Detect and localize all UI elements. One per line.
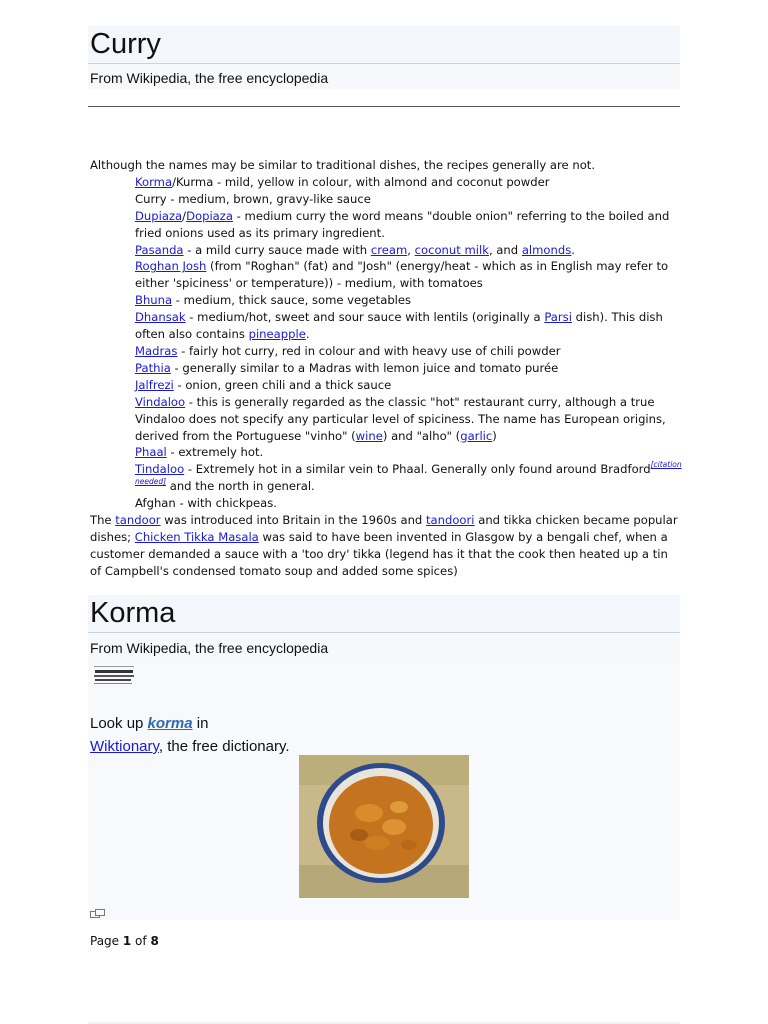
list-item-text: - a mild curry sauce made with (183, 242, 371, 257)
korma-wiktionary-link[interactable]: korma (147, 715, 193, 732)
korma-dish-photo (299, 755, 469, 898)
list-item-text: ) and "alho" ( (382, 428, 461, 443)
list-item (90, 444, 682, 461)
korma-title-band (88, 595, 680, 633)
list-item-text: - this is generally regarded as the classic "hot" restaurant curry, although a true Vindaloo does not specify any particular level of spiciness. The name has European origins, derived from the Portuguese "vinho" ( (135, 394, 666, 443)
list-item-text: ) (492, 428, 497, 443)
list-item (90, 360, 682, 377)
wiktionary-logo-icon (92, 665, 138, 687)
lookup-text: in (192, 715, 209, 732)
list-item-text: , and (488, 242, 522, 257)
list-item (90, 343, 682, 360)
lookup-line (90, 715, 208, 732)
madras-link[interactable]: Madras (135, 343, 178, 358)
coconut-milk-link[interactable]: coconut milk (414, 242, 489, 257)
page-counter-text: of (131, 934, 151, 948)
list-item-text: . (571, 242, 575, 257)
page-number: 1 (122, 934, 132, 948)
image-enlarge-icon[interactable] (90, 909, 106, 919)
list-item-text: / (182, 208, 187, 223)
list-item-text: - extremely hot. (166, 445, 264, 460)
page-counter (90, 934, 159, 948)
roghan-josh-link[interactable]: Roghan Josh (135, 259, 207, 274)
list-item-text: - medium/hot, sweet and sour sauce with lentils (originally a (185, 310, 545, 325)
vindaloo-link[interactable]: Vindaloo (135, 394, 186, 409)
pineapple-link[interactable]: pineapple (248, 327, 306, 342)
curry-subtitle-band (88, 64, 680, 89)
cream-link[interactable]: cream (370, 242, 408, 257)
list-item (90, 292, 682, 309)
list-item-text: - Extremely hot in a similar vein to Phaal. Generally only found around Bradford (184, 462, 651, 477)
list-item (90, 309, 682, 343)
page-title: Curry (90, 28, 161, 60)
list-item (90, 461, 682, 495)
chicken-tikka-masala-link[interactable]: Chicken Tikka Masala (134, 529, 259, 544)
list-item: Curry - medium, brown, gravy-like sauce (135, 191, 371, 206)
paragraph-text: was said to have been invented in Glasgow by a bengali chef, when a customer demanded a sauce with a 'too dry' tikka (legend has it that the cook then heated up a tin of Campbell's condensed tomato soup and added some spices) (90, 529, 668, 578)
lookup-text: Look up (90, 715, 148, 732)
section-subtitle: From Wikipedia, the free encyclopedia (90, 640, 329, 656)
wiktionary-link[interactable]: Wiktionary (90, 738, 159, 755)
list-item-text: . (305, 327, 310, 342)
list-item (90, 377, 682, 394)
list-item-text: - fairly hot curry, red in colour and with heavy use of chili powder (177, 343, 561, 358)
paragraph-text: The (90, 513, 116, 528)
list-item: Afghan - with chickpeas. (135, 496, 277, 511)
list-item-text: dish). This dish often also contains (135, 310, 663, 342)
tandoor-paragraph (90, 512, 682, 580)
list-item-text: - generally similar to a Madras with lemon juice and tomato purée (170, 360, 559, 375)
bhuna-link[interactable]: Bhuna (135, 293, 173, 308)
list-item-text: - onion, green chili and a thick sauce (173, 377, 392, 392)
list-item (90, 174, 682, 191)
list-item-text: - medium, thick sauce, some vegetables (172, 293, 412, 308)
tandoor-link[interactable]: tandoor (115, 513, 161, 528)
pasanda-link[interactable]: Pasanda (135, 242, 184, 257)
garlic-link[interactable]: garlic (460, 428, 493, 443)
jalfrezi-link[interactable]: Jalfrezi (135, 377, 174, 392)
header-rule (88, 106, 680, 107)
paragraph-text: was introduced into Britain in the 1960s and (160, 513, 426, 528)
list-item (90, 394, 682, 445)
list-item-text: , (407, 242, 415, 257)
dopiaza-link[interactable]: Dopiaza (186, 208, 233, 223)
dupiaza-link[interactable]: Dupiaza (135, 208, 183, 223)
citation-needed-link[interactable]: [citation needed] (135, 460, 682, 487)
curry-body (90, 157, 682, 580)
tindaloo-link[interactable]: Tindaloo (135, 462, 185, 477)
korma-subtitle-band (88, 633, 680, 661)
list-item (90, 258, 682, 292)
curry-title-band (88, 26, 680, 64)
phaal-link[interactable]: Phaal (135, 445, 167, 460)
intro-text: Although the names may be similar to traditional dishes, the recipes generally are not. (90, 158, 596, 172)
lookup-text: , the free dictionary. (158, 738, 290, 755)
list-item-text: - medium curry the word means "double onion" referring to the boiled and fried onions used as its primary ingredient. (135, 208, 670, 240)
page-counter-text: Page (90, 934, 123, 948)
list-item-text: /Kurma - mild, yellow in colour, with almond and coconut powder (172, 174, 550, 189)
korma-content (88, 661, 680, 920)
page-subtitle: From Wikipedia, the free encyclopedia (90, 70, 329, 86)
dhansak-link[interactable]: Dhansak (135, 310, 186, 325)
section-title: Korma (90, 597, 176, 629)
parsi-link[interactable]: Parsi (544, 310, 572, 325)
page-total: 8 (150, 934, 159, 948)
pathia-link[interactable]: Pathia (135, 360, 171, 375)
list-item-text: and the north in general. (166, 479, 315, 494)
list-item (90, 208, 682, 242)
wiktionary-line (90, 738, 290, 755)
tandoori-link[interactable]: tandoori (425, 513, 475, 528)
korma-link[interactable]: Korma (135, 174, 173, 189)
almonds-link[interactable]: almonds (521, 242, 572, 257)
list-item-text: (from "Roghan" (fat) and "Josh" (energy/heat - which as in English may refer to either 'spiciness' or temperature)) - medium, with tomatoes (135, 259, 669, 291)
paragraph-text: and tikka chicken became popular dishes; (90, 513, 678, 544)
wine-link[interactable]: wine (355, 428, 383, 443)
list-item (90, 242, 682, 259)
